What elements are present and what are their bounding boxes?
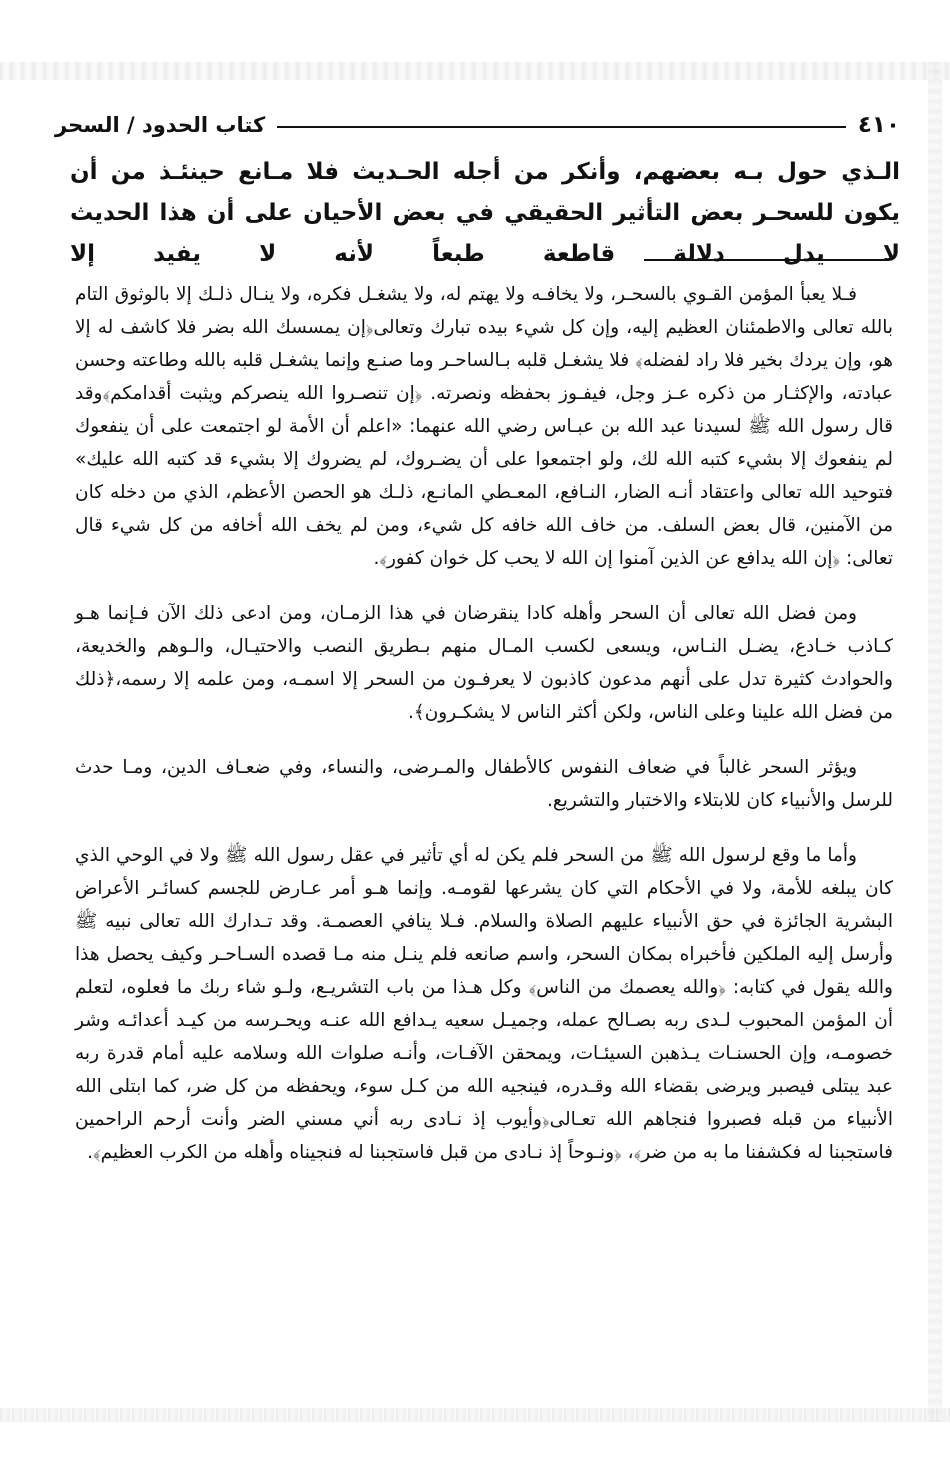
header-rule <box>277 126 846 128</box>
footnote-paragraph-4: وأما ما وقع لرسول الله ﷺ من السحر فلم يكن له أي تأثير في عقل رسول الله ﷺ ولا في الوحي الذي كان يبلغه للأمة، ولا في الأحكام التي كان يشرعها لقومـه. وإنما هـو أمر عـارض للجسم كسائـر الأعراض البشرية الجائزة في حق الأنبياء عليهم الصلاة والسلام. فـلا ينافي العصمـة. وقد تـدارك الله تعالى نبيه ﷺ وأرسل إليه الملكين فأخبراه بمكان السحر، واسم صانعه فلم ينـل منه مـا قصده السـاحـر وكيف يحصل هذا والله يقول في كتابه: ﴿والله يعصمك من الناس﴾ وكل هـذا من باب التشريـع، ولـو شاء ربك ما فعلوه، لتعلم أن المؤمن المحبوب لـدى ربه بصـالح عمله، وجميـل سعيه يـدافع الله عنـه ويحـرسه من كيـد أعدائـه وشر خصومـه، وإن الحسنـات يـذهبن السيئـات، ويمحقن الآفـات، وأنـه صلوات الله وسلامه عليه أمام قدرة ربه عبد يبتلى فيصبر ويرضى بقضاء الله وقـدره، فينجيه الله من كـل سوء، ويحفظه من كل ضر، كما ابتلى الله الأنبياء من قبله فصبروا فنجاهم الله تعـالى﴿وأيوب إذ نـادى ربه أني مسني الضر وأنت أرحم الراحمين فاستجبنا له فكشفنا ما به من ضر﴾، ﴿ونـوحاً إذ نـادى من قبل فاستجبنا له فنجيناه وأهله من الكرب العظيم﴾. <box>75 845 893 1163</box>
scan-noise-right <box>928 62 942 1422</box>
main-text-block <box>70 152 900 275</box>
footnote-paragraph-3: ويؤثر السحر غالباً في ضعاف النفوس كالأطفال والمـرضى، والنساء، وفي ضعـاف الدين، ومـا حدث للرسل والأنبياء كان للابتلاء والاختبار والتشريع. <box>75 757 893 811</box>
page-number: ٤١٠ <box>857 112 900 138</box>
footnote-paragraph-1: فـلا يعبأ المؤمن القـوي بالسحـر، ولا يخافـه ولا يهتم له، ولا يشغـل فكره، ولا ينـال ذلـك إلا بالوثوق التام بالله تعالى والاطمئنان العظيم إليه، وإن كل شيء بيده تبارك وتعالى﴿إن يمسسك الله بضر فلا كاشف له إلا هو، وإن يردك بخير فلا راد لفضله﴾ فلا يشغـل قلبه بـالساحـر وما صنـع وإنما يشغـل قلبه بالله وطاعته وحسن عبادته، والإكثـار من ذكره عـز وجل، فيفـوز بحفظه ونصرته. ﴿إن تنصـروا الله ينصركم ويثبت أقدامكم﴾وقد قال رسول الله ﷺ لسيدنا عبد الله بن عبـاس رضي الله عنهما: «اعلم أن الأمة لو اجتمعت على أن ينفعوك لم ينفعوك إلا بشيء كتبه الله لك، ولو اجتمعوا على أن يضـروك، لم يضروك إلا بشيء قد كتبه الله عليك» فتوحيد الله تعالى واعتقاد أنـه الضار، النـافع، المعـطي المانـع، ذلـك هو الحصن الأعظم، الذي من دخله كان من الآمنين، قال بعض السلف. من خاف الله خافه كل شيء، ومن لم يخف الله أخافه من كل شيء قال تعالى: ﴿إن الله يدافع عن الذين آمنوا إن الله لا يحب كل خوان كفور﴾. <box>75 284 893 569</box>
page-header <box>55 108 900 142</box>
footnote-separator <box>644 259 888 261</box>
footnotes-block <box>75 278 893 1169</box>
scan-noise-top <box>0 62 950 80</box>
scan-noise-bottom <box>0 1408 950 1422</box>
running-title: كتاب الحدود / السحر <box>55 113 266 137</box>
footnote-paragraph-2: ومن فضل الله تعالى أن السحر وأهله كادا ينقرضان في هذا الزمـان، ومن ادعى ذلك الآن فـإنما هـو كـاذب خـادع، يضـل النـاس، ويسعى لكسب المـال منهم بـطريق النصب والاحتيـال، والـوهم والخديعة، والحوادث كثيرة تدل على أنهم مدعون كاذبون لا يعرفـون من السحر إلا اسمـه، ومن علمه إلا رسمه،﴿ذلك من فضل الله علينا وعلى الناس، ولكن أكثر الناس لا يشكـرون﴾. <box>75 603 893 723</box>
main-paragraph: الـذي حول بـه بعضهم، وأنكر من أجله الحـديث فلا مـانع حينئـذ من أن يكون للسحـر بعض التأثير الحقيقي في بعض الأحيان على أن هذا الحديث لا يدل دلالة قاطعة طبعاً لأنه لا يفيد إلا <box>70 159 900 267</box>
